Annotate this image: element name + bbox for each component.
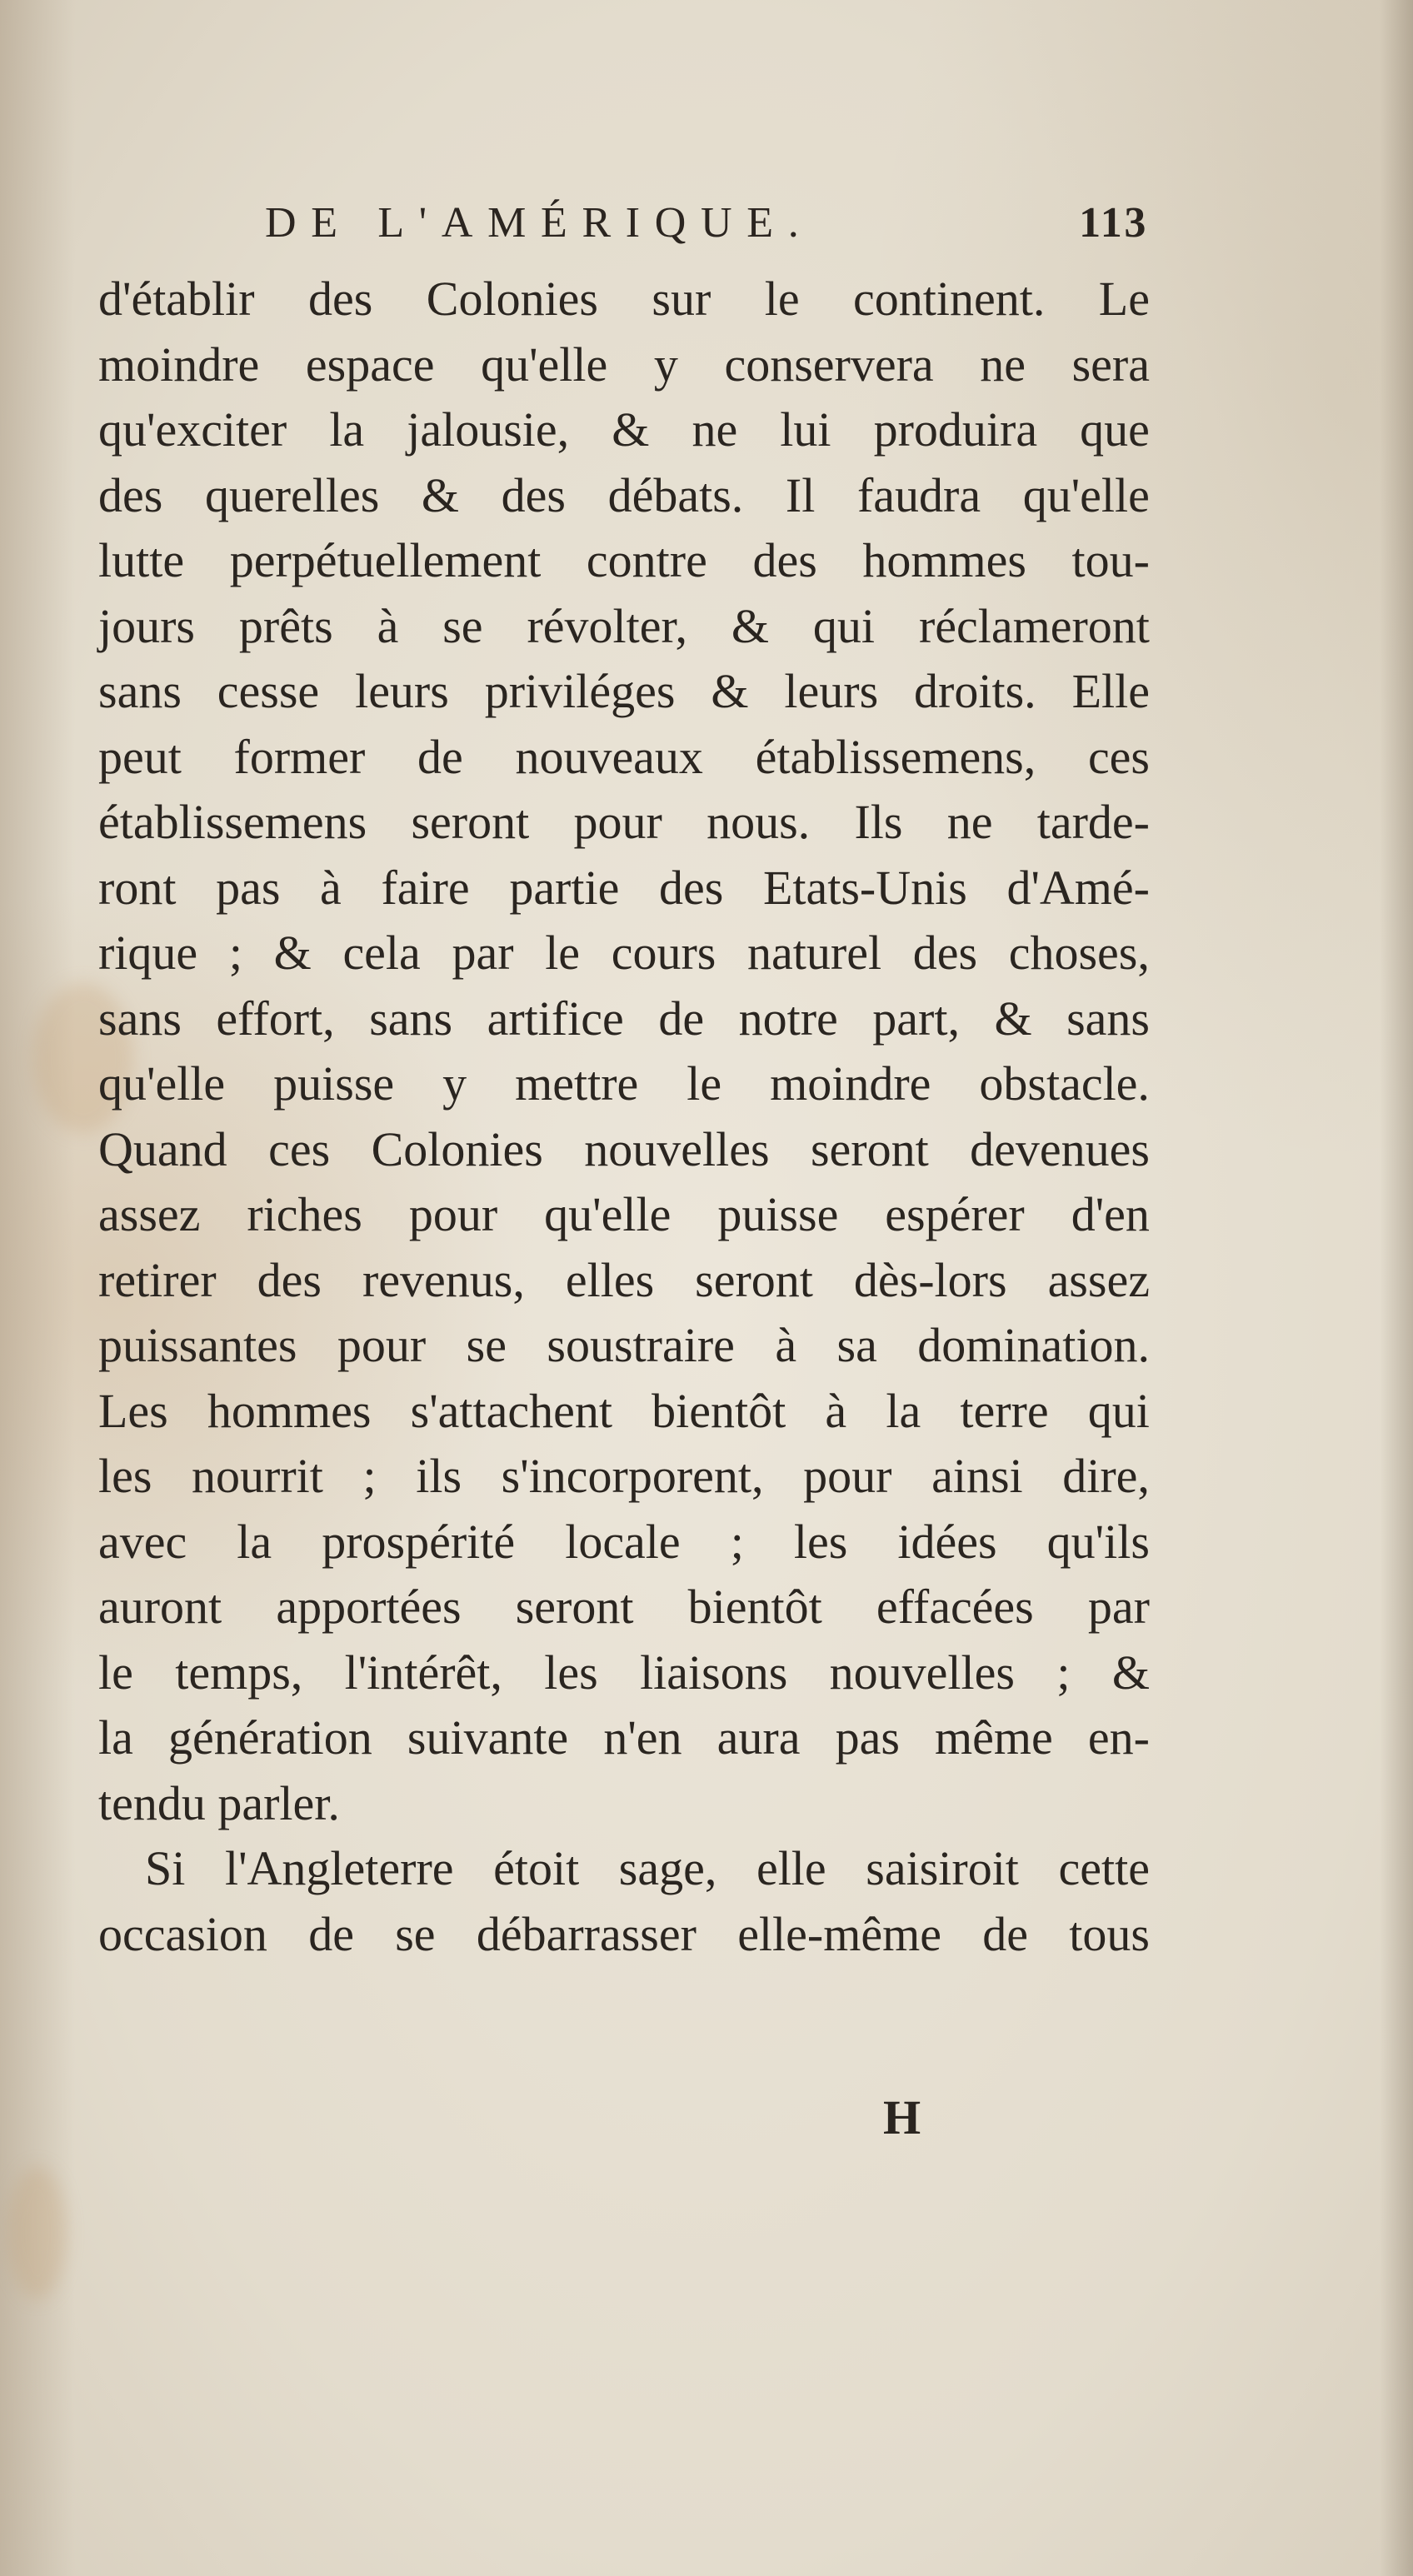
text-line: auront apportées seront bientôt effacées par xyxy=(98,1580,1150,1634)
text-line: jours prêts à se révolter, & qui réclameront xyxy=(98,598,1150,653)
text-line: lutte perpétuellement contre des hommes tou- xyxy=(98,533,1150,587)
text-line: le temps, l'intérêt, les liaisons nouvelles ; & xyxy=(98,1645,1150,1700)
text-line: Quand ces Colonies nouvelles seront devenues xyxy=(98,1121,1150,1176)
text-line: les nourrit ; ils s'incorporent, pour ainsi dire, xyxy=(98,1449,1150,1503)
text-line: tendu parler. xyxy=(98,1775,340,1830)
text-line: établissemens seront pour nous. Ils ne tarde- xyxy=(98,795,1150,849)
text-line: la génération suivante n'en aura pas même en- xyxy=(98,1710,1150,1765)
text-line: d'établir des Colonies sur le continent. Le xyxy=(98,272,1150,326)
text-line: retirer des revenus, elles seront dès-lors assez xyxy=(98,1252,1150,1307)
text-line: rique ; & cela par le cours naturel des choses, xyxy=(98,926,1150,980)
text-line: qu'elle puisse y mettre le moindre obstacle. xyxy=(98,1056,1150,1111)
text-line: puissantes pour se soustraire à sa domination. xyxy=(98,1318,1150,1372)
text-line: occasion de se débarrasser elle-même de tous xyxy=(98,1906,1150,1961)
text-line: qu'exciter la jalousie, & ne lui produira que xyxy=(98,402,1150,457)
text-line: peut former de nouveaux établissemens, ces xyxy=(98,729,1150,784)
signature-mark: H xyxy=(883,2090,921,2144)
text-line: sans cesse leurs priviléges & leurs droits. Elle xyxy=(98,664,1150,718)
text-line: des querelles & des débats. Il faudra qu'elle xyxy=(98,467,1150,522)
running-head xyxy=(265,198,1148,247)
text-line: ront pas à faire partie des Etats-Unis d'Amé- xyxy=(98,860,1150,915)
page-number: 113 xyxy=(1079,199,1148,247)
page-stain xyxy=(8,2166,67,2299)
text-line: sans effort, sans artifice de notre part, & sans xyxy=(98,991,1150,1046)
text-line: Les hommes s'attachent bientôt à la terre qui xyxy=(98,1383,1150,1438)
body-text xyxy=(98,267,1150,1967)
running-head-title: DE L'AMÉRIQUE. xyxy=(265,199,814,247)
text-line: Si l'Angleterre étoit sage, elle saisiroit cette xyxy=(145,1841,1150,1895)
text-line: avec la prospérité locale ; les idées qu'ils xyxy=(98,1514,1150,1569)
text-line: moindre espace qu'elle y conservera ne sera xyxy=(98,337,1150,392)
text-line: assez riches pour qu'elle puisse espérer d'en xyxy=(98,1187,1150,1241)
